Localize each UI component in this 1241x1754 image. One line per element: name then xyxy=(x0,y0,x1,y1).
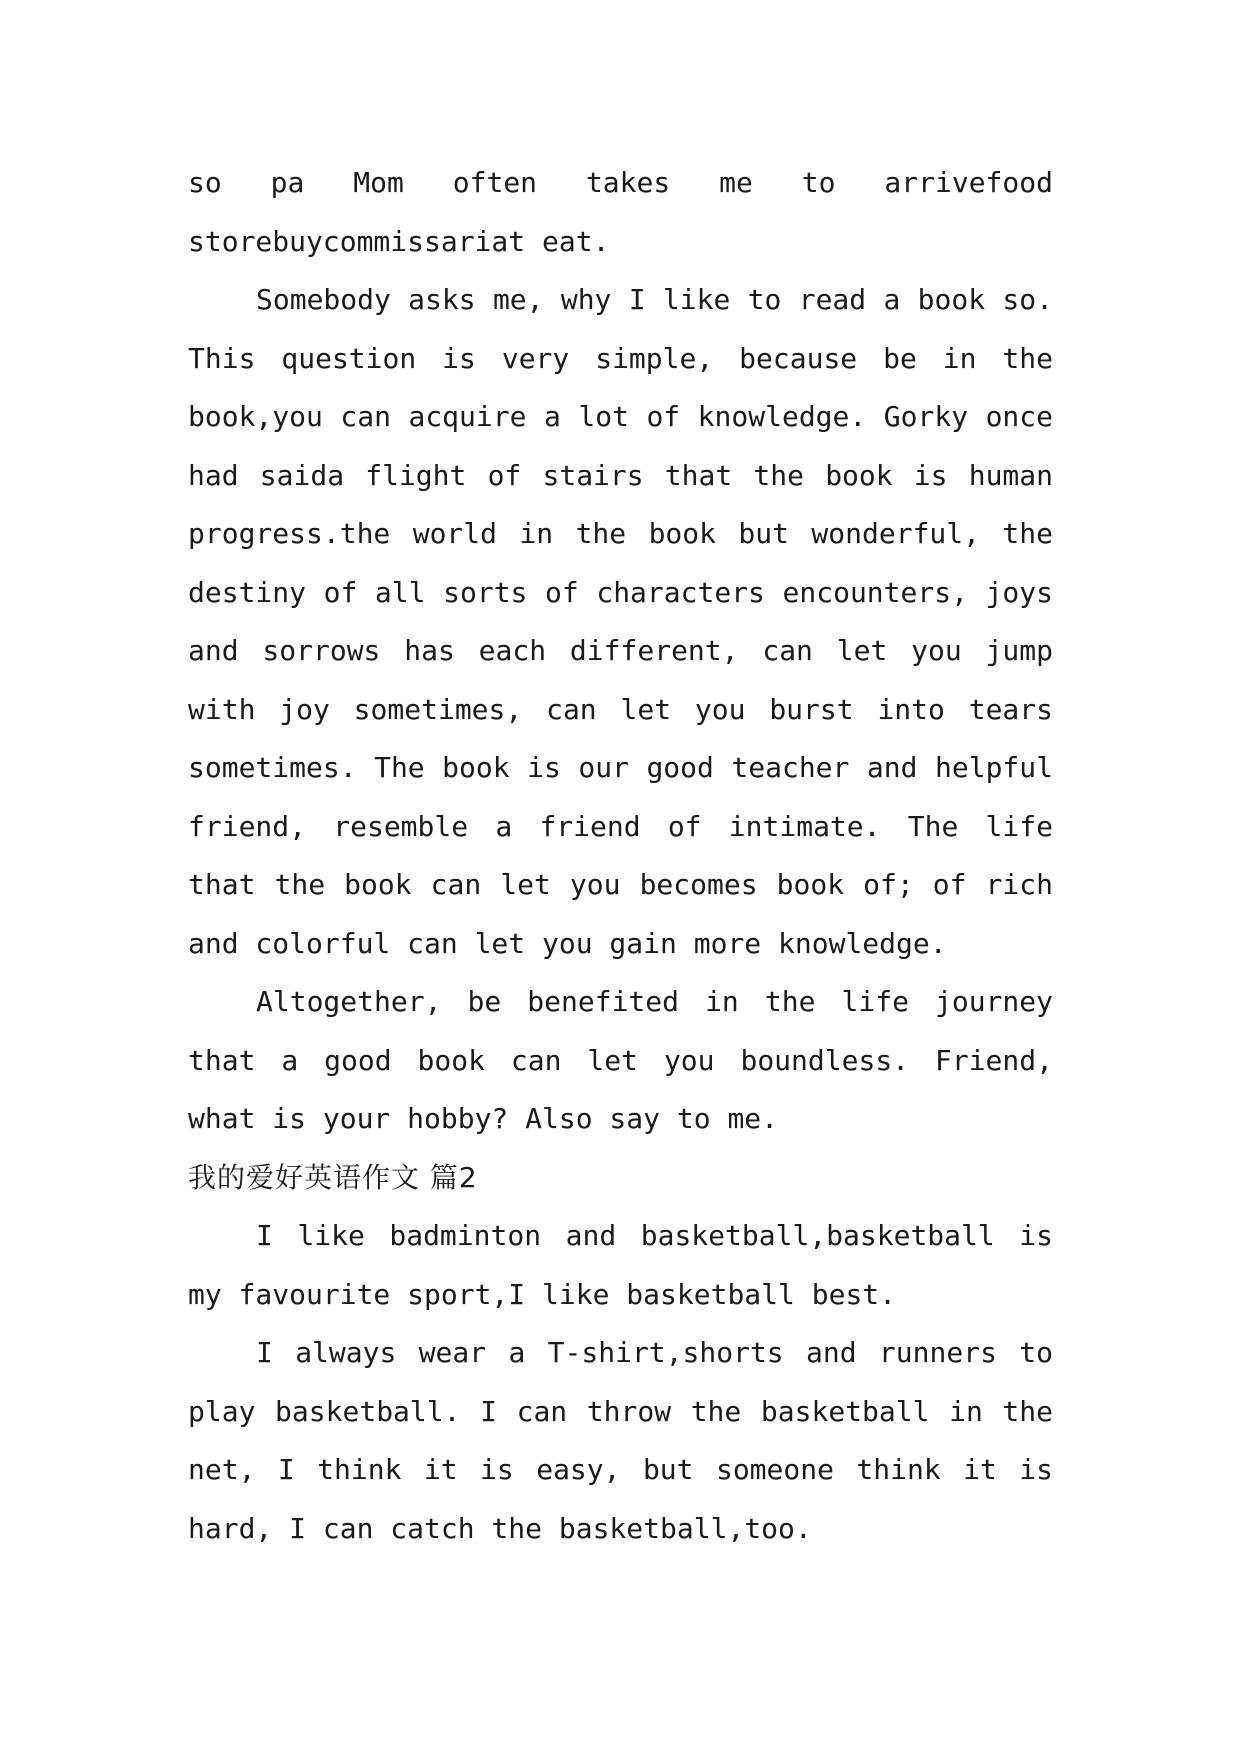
document-body xyxy=(188,154,1053,1558)
paragraph-continuation: so pa Mom often takes me to arrivefood storebuycommissariat eat. xyxy=(188,166,1053,258)
paragraph-reading-reasons: Somebody asks me, why I like to read a book so. This question is very simple, because be in the book,you can acquire a lot of knowledge. Gorky once had saida flight of stairs that the book is human progress.the world in the book but wonderful, the destiny of all sorts of characters encounters, joys and sorrows has each different, can let you jump with joy sometimes, can let you burst into tears sometimes. The book is our good teacher and helpful friend, resemble a friend of intimate. The life that the book can let you becomes book of; of rich and colorful can let you gain more knowledge. xyxy=(188,283,1053,960)
paragraph-basketball-play: I always wear a T-shirt,shorts and runners to play basketball. I can throw the basketball in the net, I think it is easy, but someone think it is hard, I can catch the basketball,too. xyxy=(188,1336,1053,1545)
paragraph-favourite-sport: I like badminton and basketball,basketball is my favourite sport,I like basketball best. xyxy=(188,1219,1053,1311)
paragraph-conclusion: Altogether, be benefited in the life journey that a good book can let you boundless. Friend, what is your hobby? Also say to me. xyxy=(188,985,1053,1135)
section-heading: 我的爱好英语作文 篇2 xyxy=(188,1160,478,1194)
